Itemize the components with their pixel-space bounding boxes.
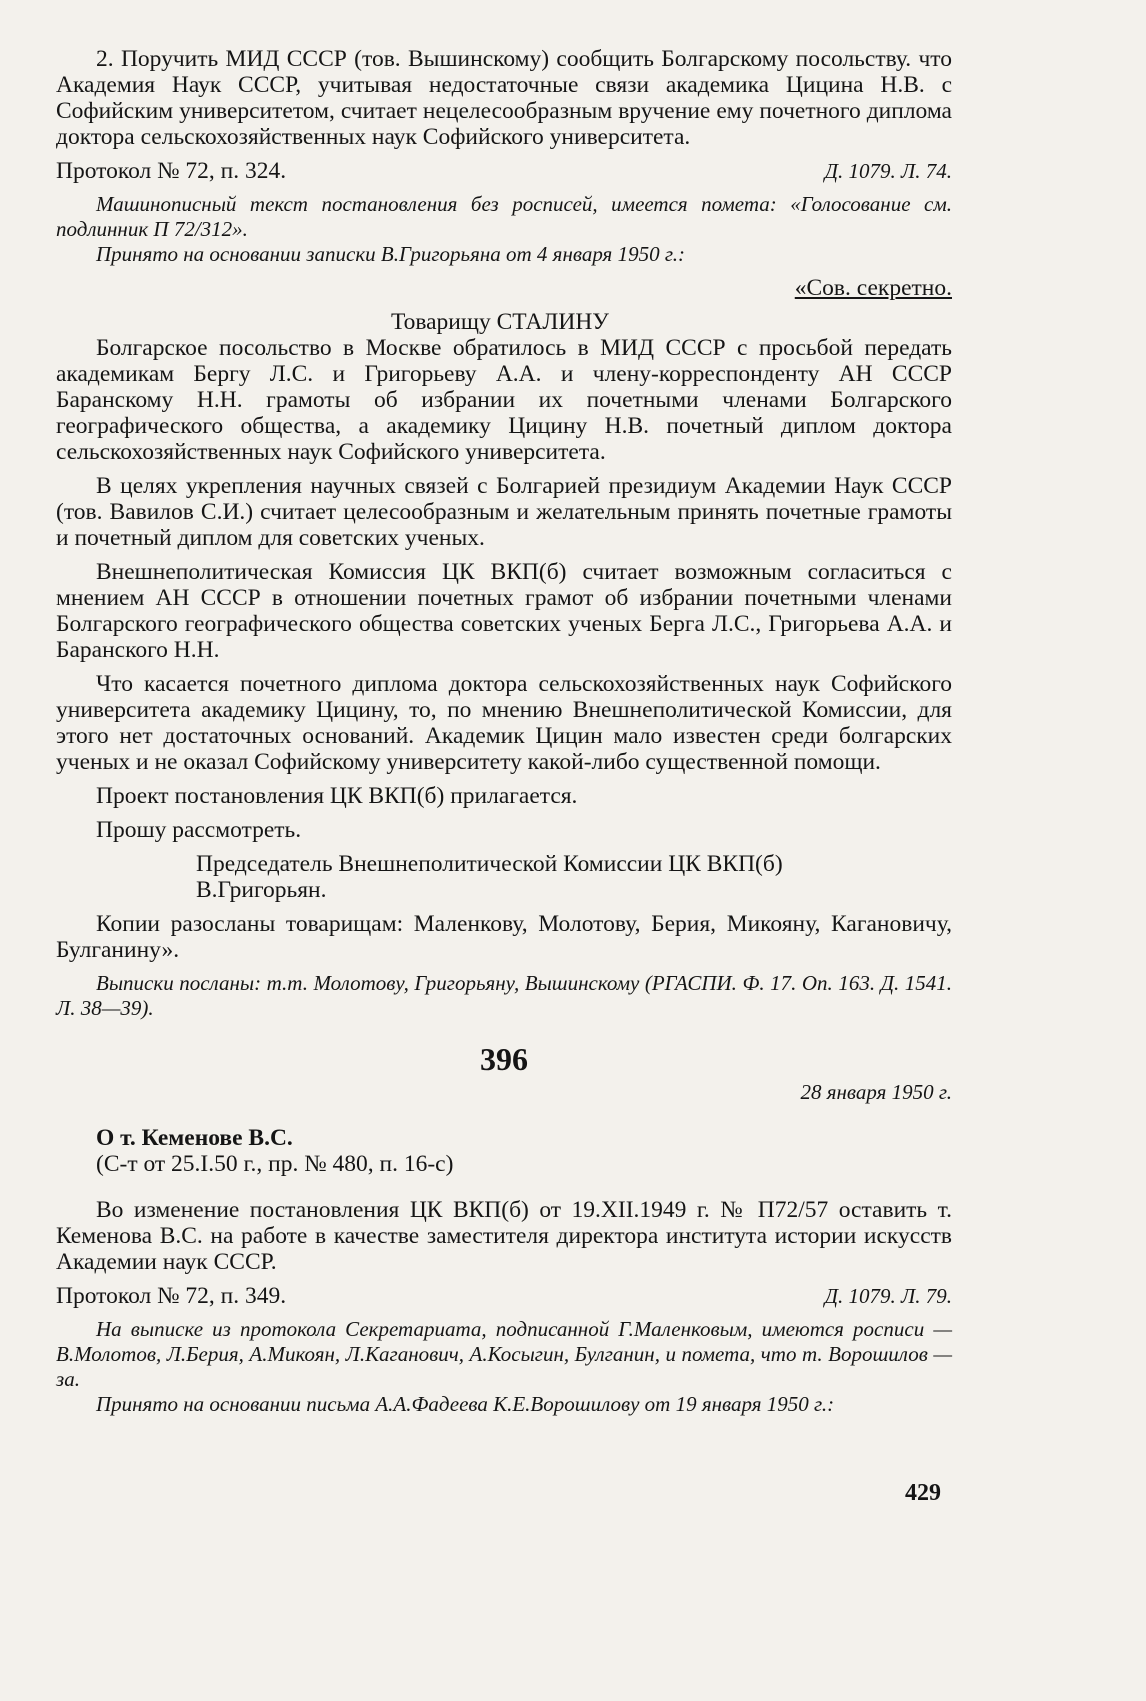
document-ref: (С-т от 25.I.50 г., пр. № 480, п. 16-с) xyxy=(96,1151,454,1177)
basis-note: Принято на основании записки В.Григорьяна от 4 января 1950 г.: xyxy=(96,242,685,266)
protocol-ref: Протокол № 72, п. 324. xyxy=(56,158,287,184)
letter-paragraph: Болгарское посольство в Москве обратилось в МИД СССР с просьбой передать академикам Бергу Л.С. и Григорьеву А.А. и члену-корреспонденту АН СССР Баранскому Н.Н. грамоты об избрании их почетными членами Болгарского географического общества, а академику Цицину Н.В. почетный диплом доктора сельскохозяйственных наук Софийского университета. xyxy=(56,335,952,465)
secrecy-mark: «Сов. секретно. xyxy=(794,275,952,301)
archive-source: Д. 1079. Л. 79. xyxy=(824,1284,952,1308)
protocol-line xyxy=(56,158,952,184)
letter-paragraph: Что касается почетного диплома доктора сельскохозяйственных наук Софийского университета академику Цицину, то, по мнению Внешнеполитической Комиссии, для этого нет достаточных оснований. Академик Цицин мало известен среди болгарских ученых и не оказал Софийскому университету какой-либо существенной помощи. xyxy=(56,671,952,775)
addressee: Товарищу СТАЛИНУ xyxy=(391,309,609,335)
letter-paragraph: Прошу рассмотреть. xyxy=(96,817,302,843)
copies-note: Копии разосланы товарищам: Маленкову, Молотову, Берия, Микояну, Кагановичу, Булганину». xyxy=(56,911,952,963)
archive-source: Д. 1079. Л. 74. xyxy=(824,159,952,183)
signature-name: В.Григорьян. xyxy=(196,877,327,903)
protocol-line-396 xyxy=(56,1283,952,1309)
point-2-paragraph: 2. Поручить МИД СССР (тов. Вышинскому) сообщить Болгарскому посольству. что Академия Наук СССР, учитывая недостаточные связи академика Цицина Н.В. с Софийским университетом, считает нецелесообразным вручение ему почетного диплома доктора сельскохозяйственных наук Софийского университета. xyxy=(56,46,952,150)
document-body: Во изменение постановления ЦК ВКП(б) от 19.XII.1949 г. № П72/57 оставить т. Кеменова В.С. на работе в качестве заместителя директора института истории искусств Академии наук СССР. xyxy=(56,1197,952,1275)
signature-title: Председатель Внешнеполитической Комиссии ЦК ВКП(б) xyxy=(196,851,783,877)
extracts-note: Выписки посланы: т.т. Молотову, Григорьяну, Вышинскому (РГАСПИ. Ф. 17. Оп. 163. Д. 1541. Л. 38—39). xyxy=(56,971,952,1020)
editorial-note: Машинописный текст постановления без росписей, имеется помета: «Голосование см. подлинник П 72/312». xyxy=(56,192,952,241)
page-body xyxy=(56,46,952,1417)
page-number: 429 xyxy=(905,1480,941,1506)
editorial-note: На выписке из протокола Секретариата, подписанной Г.Маленковым, имеются росписи — В.Молотов, Л.Берия, А.Микоян, Л.Каганович, А.Косыгин, Булганин, и помета, что т. Ворошилов — за. xyxy=(56,1317,952,1391)
letter-paragraph: Проект постановления ЦК ВКП(б) прилагается. xyxy=(96,783,578,809)
document-number: 396 xyxy=(480,1041,528,1077)
basis-note: Принято на основании письма А.А.Фадеева К.Е.Ворошилову от 19 января 1950 г.: xyxy=(96,1392,835,1416)
letter-paragraph: Внешнеполитическая Комиссия ЦК ВКП(б) считает возможным согласиться с мнением АН СССР в отношении почетных грамот об избрании почетными членами Болгарского географического общества советских ученых Берга Л.С., Григорьева А.А. и Баранского Н.Н. xyxy=(56,559,952,663)
document-title: О т. Кеменове В.С. xyxy=(96,1125,293,1151)
document-date: 28 января 1950 г. xyxy=(800,1080,952,1104)
protocol-ref: Протокол № 72, п. 349. xyxy=(56,1283,287,1309)
letter-paragraph: В целях укрепления научных связей с Болгарией президиум Академии Наук СССР (тов. Вавилов С.И.) считает целесообразным и желательным принять почетные грамоты и почетный диплом для советских ученых. xyxy=(56,473,952,551)
